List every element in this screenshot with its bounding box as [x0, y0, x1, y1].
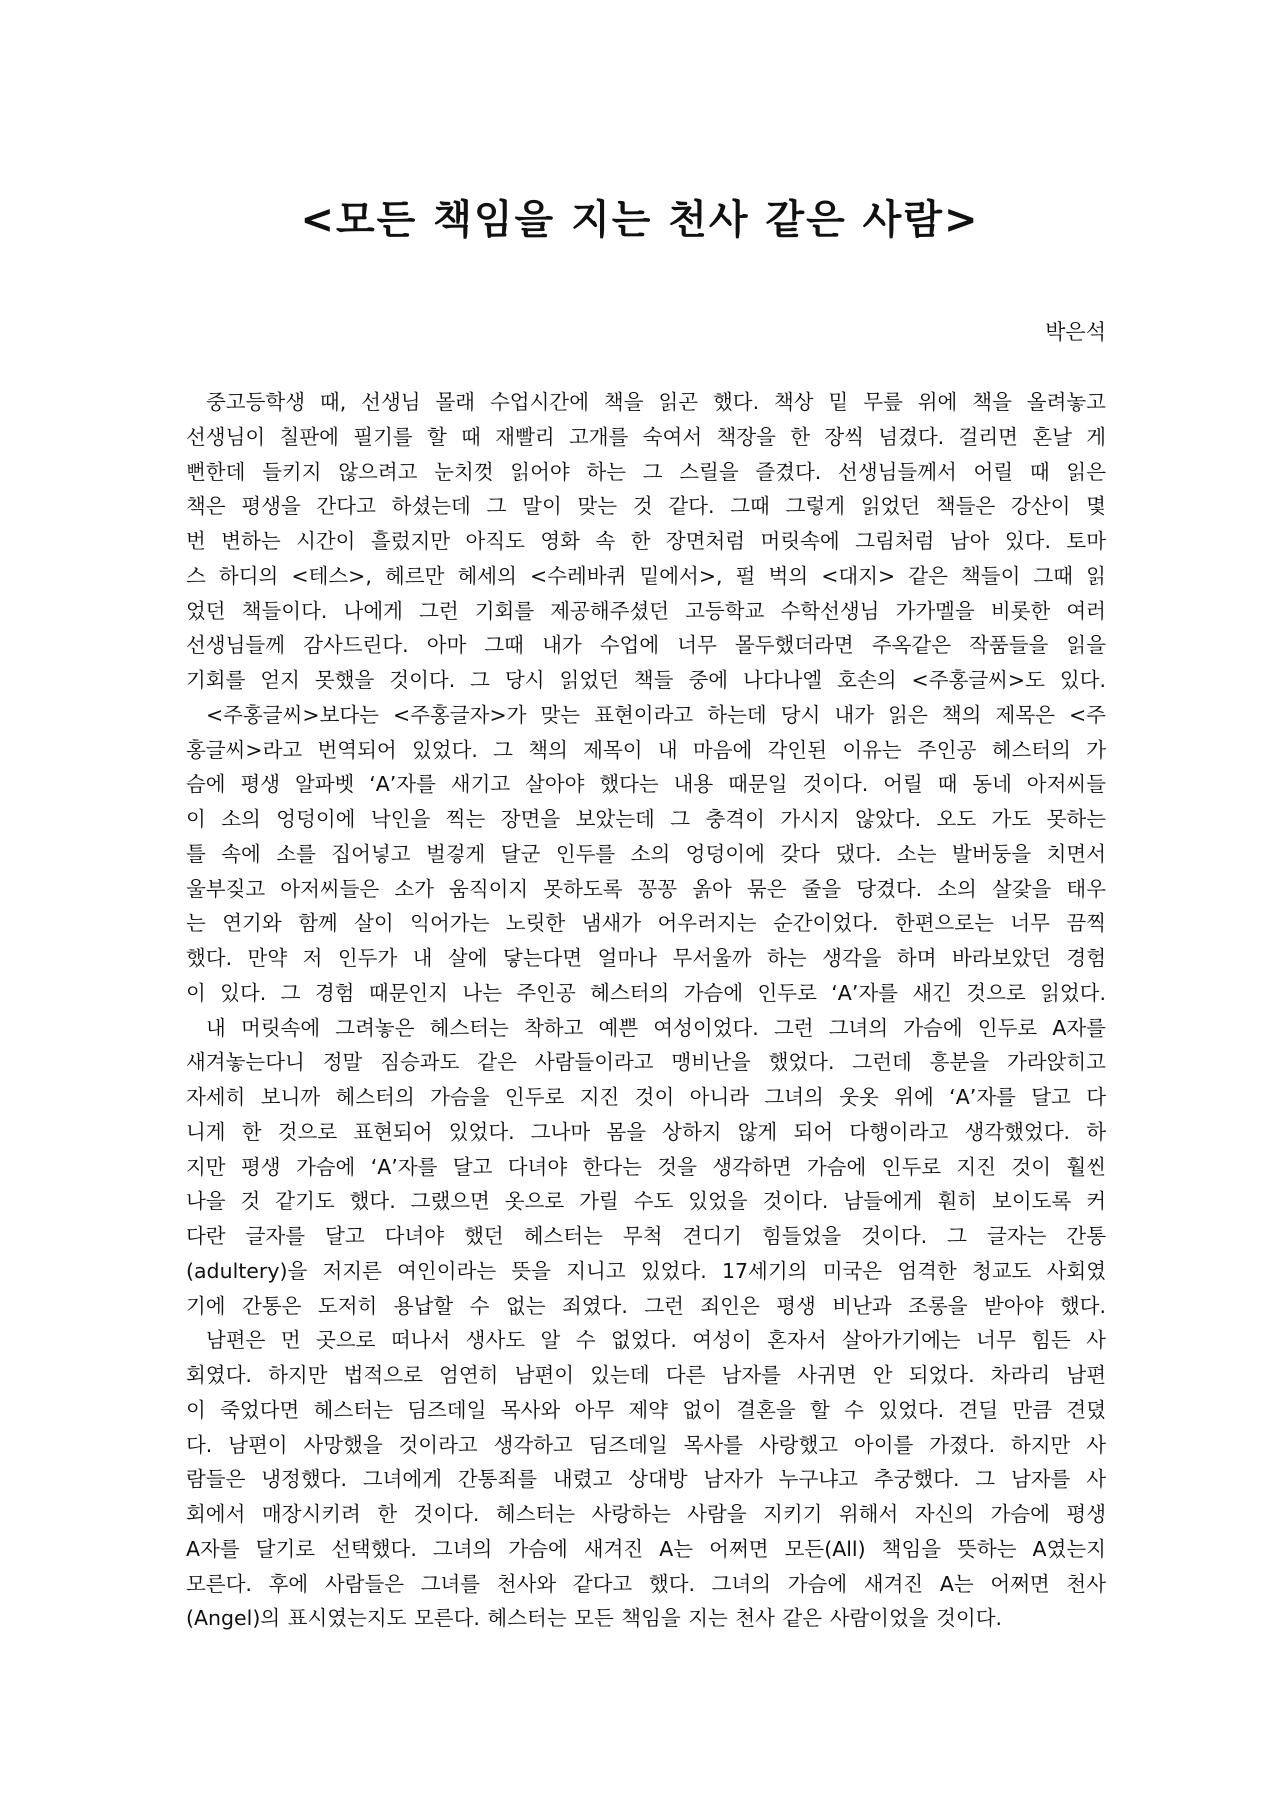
text-line: 선생님들께 감사드린다. 아마 그때 내가 수업에 너무 몰두했더라면 주옥같은 작품들을 읽을 [186, 633, 1106, 658]
text-line: 책은 평생을 간다고 하셨는데 그 말이 맞는 것 같다. 그때 그렇게 읽었던 책들은 강산이 몇 [186, 494, 1106, 519]
essay-body [186, 385, 1106, 1636]
text-line: 는 연기와 함께 살이 익어가는 노릿한 냄새가 어우러지는 순간이었다. 한편으로는 너무 끔찍 [186, 911, 1106, 936]
text-line: 다. 남편이 사망했을 것이라고 생각하고 딤즈데일 목사를 사랑했고 아이를 가졌다. 하지만 사 [186, 1432, 1106, 1457]
text-line: 나을 것 같기도 했다. 그랬으면 옷으로 가릴 수도 있었을 것이다. 남들에게 훤히 보이도록 커 [186, 1189, 1106, 1214]
document-title: <모든 책임을 지는 천사 같은 사람> [300, 197, 980, 243]
text-line: <주홍글씨>보다는 <주홍글자>가 맞는 표현이라고 하는데 당시 내가 읽은 책의 제목은 <주 [206, 702, 1106, 727]
text-line: 했다. 만약 저 인두가 내 살에 닿는다면 얼마나 무서울까 하는 생각을 하며 바라보았던 경험 [186, 946, 1106, 970]
text-line: 다란 글자를 달고 다녀야 했던 헤스터는 무척 견디기 힘들었을 것이다. 그 글자는 간통 [186, 1224, 1106, 1248]
text-line: 람들은 냉정했다. 그녀에게 간통죄를 내렸고 상대방 남자가 누구냐고 추궁했다. 그 남자를 사 [186, 1467, 1106, 1492]
text-line: 회였다. 하지만 법적으로 엄연히 남편이 있는데 다른 남자를 사귀면 안 되었다. 차라리 남편 [186, 1363, 1106, 1387]
text-line: 중고등학생 때, 선생님 몰래 수업시간에 책을 읽곤 했다. 책상 밑 무릎 위에 책을 올려놓고 [206, 390, 1106, 414]
text-line: 지만 평생 가슴에 ‘A’자를 달고 다녀야 한다는 것을 생각하면 가슴에 인두로 지진 것이 훨씬 [186, 1154, 1106, 1179]
text-line: 이 소의 엉덩이에 낙인을 찍는 장면을 보았는데 그 충격이 가시지 않았다. 오도 가도 못하는 [186, 807, 1106, 831]
text-line: 었던 책들이다. 나에게 그런 기회를 제공해주셨던 고등학교 수학선생님 가가멜을 비롯한 여러 [186, 598, 1106, 623]
text-line: 모른다. 후에 사람들은 그녀를 천사와 같다고 했다. 그녀의 가슴에 새겨진 A는 어쩌면 천사 [186, 1571, 1106, 1596]
text-line: 울부짖고 아저씨들은 소가 움직이지 못하도록 꽁꽁 옭아 묶은 줄을 당겼다. 소의 살갗을 태우 [186, 876, 1106, 901]
text-line: 남편은 먼 곳으로 떠나서 생사도 알 수 없었다. 여성이 혼자서 살아가기에는 너무 힘든 사 [206, 1328, 1106, 1353]
text-line: 기회를 얻지 못했을 것이다. 그 당시 읽었던 책들 중에 나다나엘 호손의 <주홍글씨>도 있다. [186, 668, 1106, 692]
text-line: 회에서 매장시키려 한 것이다. 헤스터는 사랑하는 사람을 지키기 위해서 자신의 가슴에 평생 [186, 1502, 1106, 1526]
text-line: 뻔한데 들키지 않으려고 눈치껏 읽어야 하는 그 스릴을 즐겼다. 선생님들께서 어릴 때 읽은 [186, 459, 1106, 484]
author-name: 박은석 [1045, 320, 1106, 344]
text-line: 이 죽었다면 헤스터는 딤즈데일 목사와 아무 제약 없이 결혼을 할 수 있었다. 견딜 만큼 견뎠 [186, 1397, 1106, 1422]
text-line: 이 있다. 그 경험 때문인지 나는 주인공 헤스터의 가슴에 인두로 ‘A’자를 새긴 것으로 읽었다. [186, 980, 1106, 1005]
text-line: (Angel)의 표시였는지도 모른다. 헤스터는 모든 책임을 지는 천사 같은 사람이었을 것이다. [186, 1606, 1003, 1631]
text-line: (adultery)을 저지른 여인이라는 뜻을 지니고 있었다. 17세기의 미국은 엄격한 청교도 사회였 [186, 1258, 1106, 1283]
text-line: 홍글씨>라고 번역되어 있었다. 그 책의 제목이 내 마음에 각인된 이유는 주인공 헤스터의 가 [186, 737, 1106, 762]
text-line: 선생님이 칠판에 필기를 할 때 재빨리 고개를 숙여서 책장을 한 장씩 넘겼다. 걸리면 혼날 게 [186, 424, 1106, 449]
text-line: 니게 한 것으로 표현되어 있었다. 그나마 몸을 상하지 않게 되어 다행이라고 생각했었다. 하 [186, 1119, 1106, 1144]
text-line: 새겨놓는다니 정말 짐승과도 같은 사람들이라고 맹비난을 했었다. 그런데 흥분을 가라앉히고 [186, 1050, 1106, 1075]
text-line: A자를 달기로 선택했다. 그녀의 가슴에 새겨진 A는 어쩌면 모든(All) 책임을 뜻하는 A였는지 [186, 1536, 1106, 1561]
text-line: 슴에 평생 알파벳 ‘A’자를 새기고 살아야 했다는 내용 때문일 것이다. 어릴 때 동네 아저씨들 [186, 772, 1106, 797]
text-line: 번 변하는 시간이 흘렀지만 아직도 영화 속 한 장면처럼 머릿속에 그림처럼 남아 있다. 토마 [186, 529, 1106, 553]
text-line: 내 머릿속에 그려놓은 헤스터는 착하고 예쁜 여성이었다. 그런 그녀의 가슴에 인두로 A자를 [206, 1015, 1106, 1040]
text-line: 자세히 보니까 헤스터의 가슴을 인두로 지진 것이 아니라 그녀의 웃옷 위에 ‘A’자를 달고 다 [186, 1085, 1106, 1109]
text-line: 틀 속에 소를 집어넣고 벌겋게 달군 인두를 소의 엉덩이에 갖다 댔다. 소는 발버둥을 치면서 [186, 841, 1106, 866]
text-line: 스 하디의 <테스>, 헤르만 헤세의 <수레바퀴 밑에서>, 펄 벅의 <대지> 같은 책들이 그때 읽 [186, 563, 1106, 588]
text-line: 기에 간통은 도저히 용납할 수 없는 죄였다. 그런 죄인은 평생 비난과 조롱을 받아야 했다. [186, 1293, 1106, 1318]
